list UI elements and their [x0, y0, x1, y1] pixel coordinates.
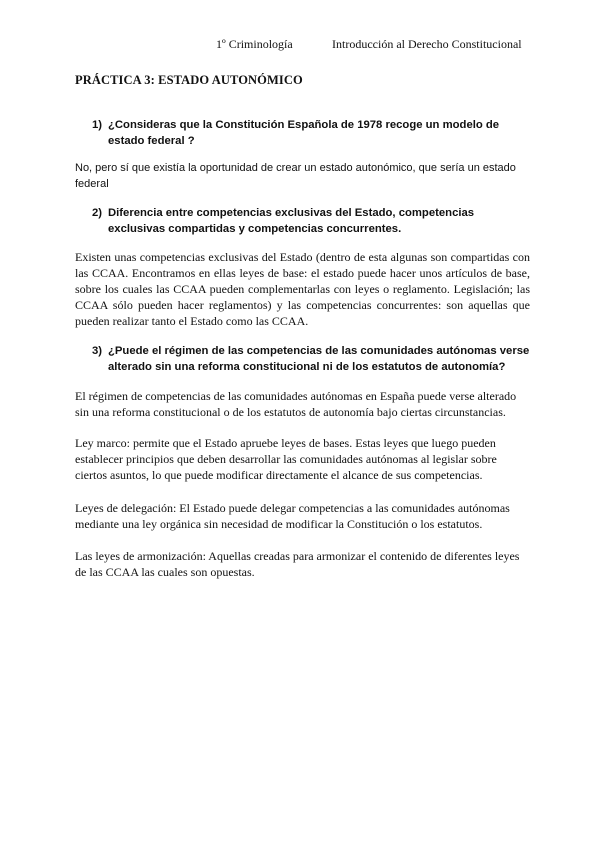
question-1: [92, 117, 532, 149]
document-title: PRÁCTICA 3: ESTADO AUTONÓMICO: [75, 73, 303, 87]
question-2: [92, 205, 532, 237]
answer-3-paragraph-3: Leyes de delegación: El Estado puede delegar competencias a las comunidades autónomas mediante una ley orgánica sin necesidad de modificar la Constitución o los estatutos.: [75, 501, 510, 531]
question-text: ¿Puede el régimen de las competencias de las comunidades autónomas verse alterado sin una reforma constitucional ni de los estatutos de autonomía?: [108, 345, 530, 373]
answer-3-paragraph-4: Las leyes de armonización: Aquellas creadas para armonizar el contenido de diferentes leyes de las CCAA las cuales son opuestas.: [75, 549, 520, 579]
question-text: Diferencia entre competencias exclusivas del Estado, competencias exclusivas compartidas y competencias concurrentes.: [108, 207, 475, 235]
answer-1: No, pero sí que existía la oportunidad de crear un estado autonómico, que sería un estado federal: [75, 162, 516, 190]
question-number: 3): [92, 345, 103, 357]
answer-2: Existen unas competencias exclusivas del Estado (dentro de esta algunas son compartidas con las CCAA. Encontramos en ellas leyes de base: el estado puede hacer unos artículos de base, sobre los cuales las CCAA pueden complementarlas con leyes o reglamento. Legislación; las CCAA sólo pueden hacer reglamentos) y las competencias concurrentes: son aquellas que pueden realizar tanto el Estado como las CCAA.: [75, 250, 530, 328]
answer-3-paragraph-1: El régimen de competencias de las comunidades autónomas en España puede verse alterado sin una reforma constitucional o de los estatutos de autonomía bajo ciertas circunstancias.: [75, 389, 517, 419]
question-number: 2): [92, 207, 103, 219]
question-3: [92, 343, 532, 375]
header-course: 1º Criminología: [216, 37, 293, 51]
question-text: ¿Consideras que la Constitución Española de 1978 recoge un modelo de estado federal ?: [108, 119, 500, 147]
answer-3-paragraph-2: Ley marco: permite que el Estado apruebe leyes de bases. Estas leyes que luego pueden establecer principios que deben desarrollar las comunidades autónomas al legislar sobre ciertos asuntos, lo que puede modificar directamente el alcance de sus competencias.: [75, 436, 497, 482]
header-subject: Introducción al Derecho Constitucional: [332, 37, 522, 51]
question-number: 1): [92, 119, 103, 131]
